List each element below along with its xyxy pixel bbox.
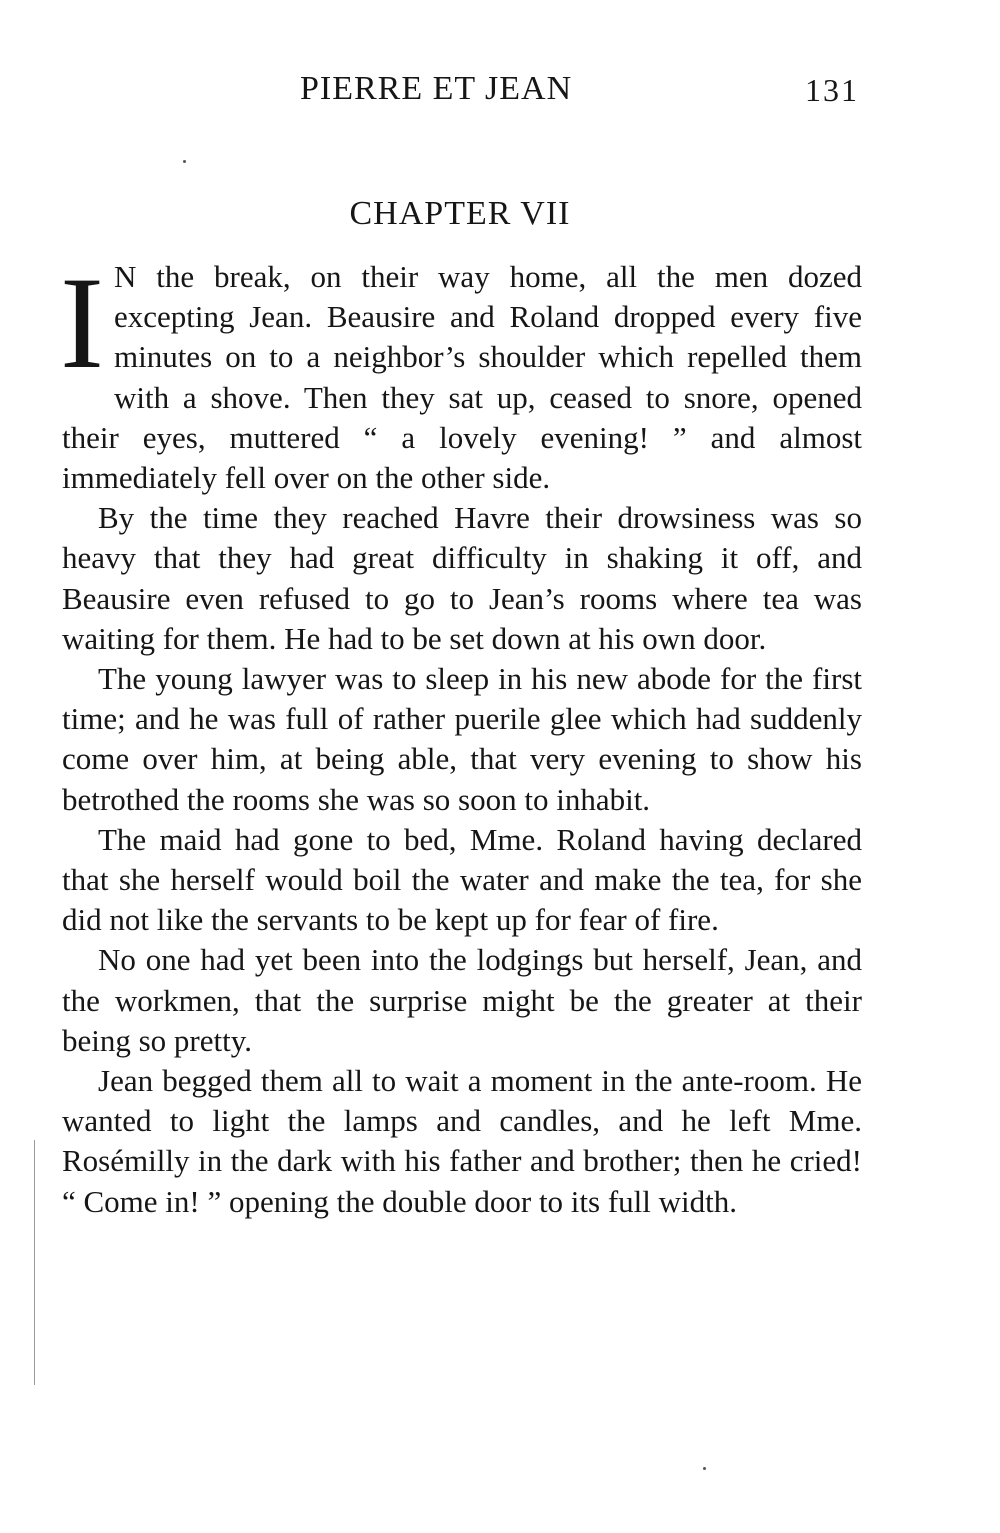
paragraph-1 (60, 249, 862, 498)
paragraph-3: The young lawyer was to sleep in his new abode for the first time; and he was full of rather puerile glee which had suddenly come over him, at being able, that very evening to show his betrothed the rooms she was so soon to inhabit. (62, 661, 862, 817)
scan-speck (703, 1467, 706, 1470)
scan-speck (183, 160, 186, 163)
paragraph-6: Jean begged them all to wait a moment in the ante-room. He wanted to light the lamps and candles, and he left Mme. Rosémilly in the dark with his father and brother; then he cried! “ Come in! ” opening the double door to its full width. (62, 1063, 862, 1219)
paragraph-2: By the time they reached Havre their drowsiness was so heavy that they had great difficulty in shaking it off, and Beausire even refused to go to Jean’s rooms where tea was waiting for them. He had to be set down at his own door. (62, 500, 862, 656)
paragraph-4: The maid had gone to bed, Mme. Roland having declared that she herself would boil the water and make the tea, for she did not like the servants to be kept up for fear of fire. (62, 821, 862, 938)
drop-cap: I (60, 249, 104, 396)
chapter-heading: CHAPTER VII (349, 195, 571, 232)
scan-margin-line (34, 1140, 35, 1385)
running-title: PIERRE ET JEAN (300, 70, 573, 107)
body-text (60, 249, 862, 1222)
paragraph-5: No one had yet been into the lodgings but herself, Jean, and the workmen, that the surprise might be the greater at their being so pretty. (62, 942, 862, 1058)
paragraph-1-text: N the break, on their way home, all the men dozed excepting Jean. Beausire and Roland dropped every five minutes on to a neighbor’s shoulder which repelled them with a shove. Then they sat up, ceased to snore, opened their eyes, muttered “ a lovely evening! ” and almost immediately fell over on the other side. (62, 259, 862, 496)
page-number: 131 (805, 72, 859, 108)
